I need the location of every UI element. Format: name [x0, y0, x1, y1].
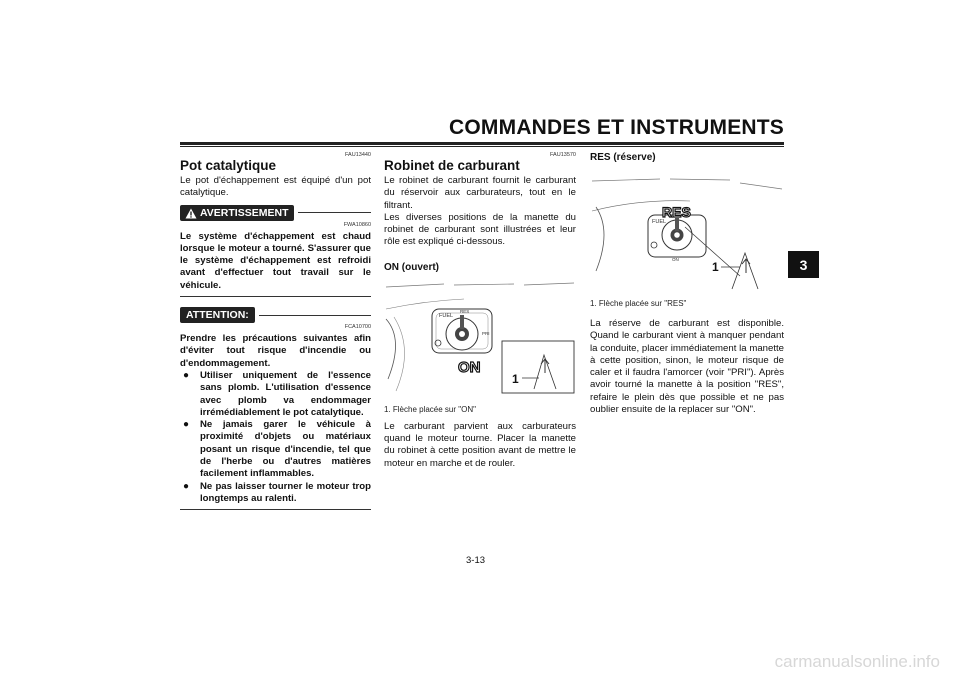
attention-text: Prendre les précautions suivantes afin d'éviter tout risque d'incendie ou d'endommagement. [180, 333, 371, 369]
on-position-label: ON [458, 358, 481, 376]
fuel-intro-2: Les diverses positions de la manette du robinet de carburant sont illustrées et leur rôle est expliqué ci-dessous. [384, 211, 576, 248]
header-rule [180, 142, 784, 145]
list-item: ● Ne pas laisser tourner le moteur trop longtemps au ralenti. [183, 480, 371, 504]
middle-column [384, 152, 576, 470]
callout-number: 1 [512, 371, 519, 386]
right-column [590, 152, 784, 416]
res-heading: RES (réserve) [590, 152, 656, 163]
page-header-title: COMMANDES ET INSTRUMENTS [449, 116, 784, 139]
warning-banner [180, 205, 371, 221]
header-rule-thin [180, 146, 784, 147]
fuel-cock-on-illustration [384, 279, 576, 399]
warning-triangle-icon [185, 208, 197, 219]
bullet-icon: ● [183, 369, 190, 381]
attention-rule [259, 315, 371, 316]
fuel-intro-1: Le robinet de carburant fournit le carburant du réservoir aux carburateurs, tout en le filtrant. [384, 175, 576, 211]
warning-end-rule [180, 296, 371, 297]
section-title-catalytic: Pot catalytique [180, 158, 277, 173]
warning-rule [298, 212, 371, 213]
attention-label: ATTENTION: [180, 307, 255, 323]
attention-banner [180, 307, 371, 323]
res-description: La réserve de carburant est disponible. Quand le carburant vient à manquer pendant la conduite, placer immédiatement la manette à cette position, sinon, le moteur risque de caler et il faudra l'amorcer (voir "PRI"). Après avoir tourné la manette à la position "RES", refaire le plein dès que possible et ne pas oublier ensuite de la replacer sur "ON". [590, 318, 784, 416]
section-code: FAU13440 [345, 152, 371, 158]
warning-code: FWA10860 [343, 221, 371, 228]
attention-end-rule [180, 509, 371, 510]
catalytic-intro: Le pot d'échappement est équipé d'un pot catalytique. [180, 175, 371, 199]
on-label: ON [672, 257, 679, 262]
bullet-icon: ● [183, 419, 190, 431]
page-number: 3-13 [466, 555, 486, 566]
res-label: RES [460, 308, 470, 314]
list-item: ● Utiliser uniquement de l'essence sans plomb. L'utilisation d'essence avec plomb va endommager irrémédiablement le pot catalytique. [183, 369, 371, 418]
section-code: FAU13570 [550, 152, 576, 158]
section-title-fuel-cock: Robinet de carburant [384, 158, 520, 173]
watermark: carmanualsonline.info [774, 652, 940, 671]
on-description: Le carburant parvient aux carburateurs quand le moteur tourne. Placer la manette du robinet à cette position avant de mettre le moteur en marche et de rouler. [384, 420, 576, 469]
pri-label: PRI [482, 330, 490, 336]
list-item: ● Ne jamais garer le véhicule à proximité d'objets ou matériaux posant un risque d'incendie, tel que de l'herbe ou d'autres matières facilement inflammables. [183, 419, 371, 480]
res-position-label: RES [662, 204, 691, 220]
fuel-label: FUEL [652, 219, 667, 225]
attention-bullet-list [180, 370, 371, 505]
fuel-cock-res-illustration [590, 171, 784, 293]
chapter-tab: 3 [788, 251, 819, 278]
callout-number: 1 [712, 260, 719, 274]
warning-text: Le système d'échappement est chaud lorsque le moteur a tourné. S'assurer que le système d'échappement est refroidi avant d'effectuer tout travail sur le véhicule. [180, 230, 371, 291]
warning-label: AVERTISSEMENT [180, 205, 294, 221]
fuel-label: FUEL [439, 312, 454, 319]
figure-caption-res: 1. Flèche placée sur "RES" [590, 299, 687, 308]
attention-code: FCA10700 [344, 324, 371, 331]
left-column [180, 152, 371, 510]
figure-caption-on: 1. Flèche placée sur "ON" [384, 404, 476, 414]
bullet-icon: ● [183, 480, 190, 492]
on-heading: ON (ouvert) [384, 261, 439, 273]
